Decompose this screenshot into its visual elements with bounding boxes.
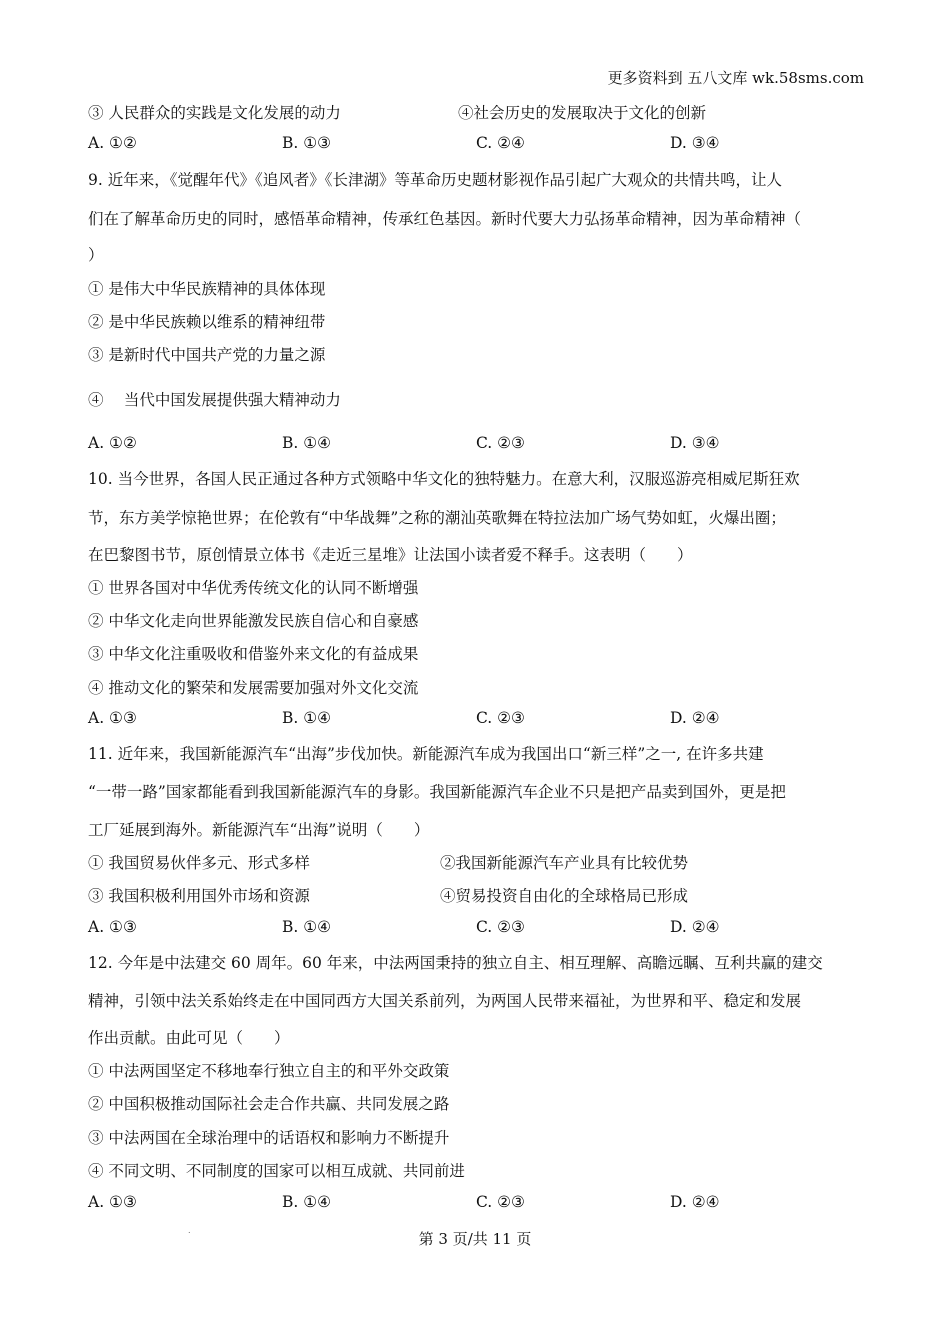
q9-option-c: C. ②③ [476,434,525,452]
q8-option-c: C. ②④ [476,134,525,152]
page-number: 第 3 页/共 11 页 [418,1230,532,1248]
q12-item-2: ② 中国积极推动国际社会走合作共赢、共同发展之路 [88,1095,450,1113]
q11-stem-line-2: “一带一路”国家都能看到我国新能源汽车的身影。我国新能源汽车企业不只是把产品卖到国外，更是把 [88,783,786,801]
q12-item-1: ① 中法两国坚定不移地奉行独立自主的和平外交政策 [88,1062,450,1080]
q9-option-d: D. ③④ [670,434,720,452]
q11-item-4: ④贸易投资自由化的全球格局已形成 [440,887,689,905]
q12-option-c: C. ②③ [476,1193,525,1211]
q10-item-1: ① 世界各国对中华优秀传统文化的认同不断增强 [88,579,419,597]
q11-item-3: ③ 我国积极利用国外市场和资源 [88,887,310,905]
q8-option-d: D. ③④ [670,134,720,152]
q9-item-1: ① 是伟大中华民族精神的具体体现 [88,280,326,298]
q9-item-3: ③ 是新时代中国共产党的力量之源 [88,346,326,364]
q8-item-4: ④社会历史的发展取决于文化的创新 [458,104,707,122]
q10-option-b: B. ①④ [282,709,332,727]
q11-stem-line-1: 11. 近年来，我国新能源汽车“出海”步伐加快。新能源汽车成为我国出口“新三样”之一, 在许多共建 [88,745,764,763]
q9-option-b: B. ①④ [282,434,332,452]
q9-option-a: A. ①② [88,434,137,452]
q9-item-4: ④ 当代中国发展提供强大精神动力 [88,391,341,409]
q11-option-b: B. ①④ [282,918,332,936]
q10-option-a: A. ①③ [88,709,137,727]
q12-stem-line-1: 12. 今年是中法建交 60 周年。60 年来，中法两国秉持的独立自主、相互理解、高瞻远瞩、互利共赢的建交 [88,954,823,972]
q11-stem-line-3: 工厂延展到海外。新能源汽车“出海”说明（ ） [88,821,430,839]
q10-stem-line-1: 10. 当今世界，各国人民正通过各种方式领略中华文化的独特魅力。在意大利，汉服巡游亮相威尼斯狂欢 [88,470,800,488]
source-header: 更多资料到 五八文库 wk.58sms.com [607,69,864,87]
q12-option-b: B. ①④ [282,1193,332,1211]
q10-option-d: D. ②④ [670,709,720,727]
q11-item-2: ②我国新能源汽车产业具有比较优势 [440,854,689,872]
q12-stem-line-2: 精神，引领中法关系始终走在中国同西方大国关系前列，为两国人民带来福祉，为世界和平、稳定和发展 [88,992,802,1010]
q8-option-a: A. ①② [88,134,137,152]
q9-stem-line-2: 们在了解革命历史的同时，感悟革命精神，传承红色基因。新时代要大力弘扬革命精神，因为革命精神（ [88,210,802,228]
q8-item-3: ③ 人民群众的实践是文化发展的动力 [88,104,341,122]
q11-option-d: D. ②④ [670,918,720,936]
q10-stem-line-3: 在巴黎图书节，原创情景立体书《走近三星堆》让法国小读者爱不释手。这表明（ ） [88,546,693,564]
stray-mark: . [188,1226,191,1235]
q11-option-c: C. ②③ [476,918,525,936]
q10-item-4: ④ 推动文化的繁荣和发展需要加强对外文化交流 [88,679,419,697]
q10-option-c: C. ②③ [476,709,525,727]
q11-item-1: ① 我国贸易伙伴多元、形式多样 [88,854,310,872]
q10-stem-line-2: 节，东方美学惊艳世界；在伦敦有“中华战舞”之称的潮汕英歌舞在特拉法加广场气势如虹，火爆出圈； [88,509,786,527]
q11-option-a: A. ①③ [88,918,137,936]
q12-option-a: A. ①③ [88,1193,137,1211]
q10-item-3: ③ 中华文化注重吸收和借鉴外来文化的有益成果 [88,645,419,663]
q8-option-b: B. ①③ [282,134,332,152]
q9-item-2: ② 是中华民族赖以维系的精神纽带 [88,313,326,331]
q12-item-3: ③ 中法两国在全球治理中的话语权和影响力不断提升 [88,1129,450,1147]
q9-stem-line-3: ） [88,246,104,264]
q10-item-2: ② 中华文化走向世界能激发民族自信心和自豪感 [88,612,419,630]
q12-item-4: ④ 不同文明、不同制度的国家可以相互成就、共同前进 [88,1162,465,1180]
q12-option-d: D. ②④ [670,1193,720,1211]
q12-stem-line-3: 作出贡献。由此可见（ ） [88,1029,290,1047]
q9-stem-line-1: 9. 近年来，《觉醒年代》《追风者》《长津湖》等革命历史题材影视作品引起广大观众的共情共鸣，让人 [88,171,782,189]
